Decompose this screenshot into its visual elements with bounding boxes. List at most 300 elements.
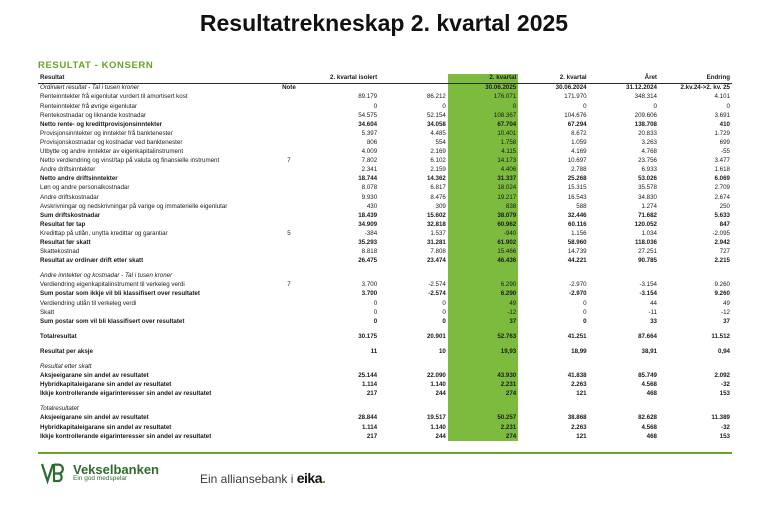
- row-label: Verdiendring utlån til verkeleg verdi: [40, 299, 137, 307]
- row-value-aret: -11: [648, 308, 657, 316]
- row-value-2025: 0: [448, 102, 518, 111]
- table-row: [38, 423, 732, 432]
- row-value-endring: 1.618: [714, 166, 730, 174]
- row-value-endring: 0,94: [717, 347, 730, 355]
- footer-divider: [38, 452, 732, 454]
- row-value-2025: 838: [448, 202, 518, 211]
- row-note: [271, 202, 306, 211]
- row-value-2025: 19,93: [448, 348, 518, 357]
- table-row: [38, 148, 732, 157]
- table-row: [38, 130, 732, 139]
- row-value-aret: 4.568: [641, 423, 657, 431]
- row-value-2024: 2.263: [571, 381, 587, 389]
- row-value-kvartal-isolert: 4.009: [361, 148, 378, 156]
- subheader-c6: 2.kv.24->2. kv. 25: [680, 84, 730, 92]
- row-label: Hybridkapitaleigarane sin andel av resultatet: [40, 423, 172, 431]
- row-value-endring: 847: [719, 220, 730, 228]
- row-value-kvartal-isolert: -384: [364, 229, 378, 237]
- row-value-endring: 11.389: [711, 414, 730, 422]
- row-value-kvartal-isolert-prev: [379, 363, 448, 372]
- row-value-kvartal-isolert: 35.293: [358, 238, 378, 246]
- row-note: [271, 363, 306, 372]
- row-value-kvartal-isolert: 18.744: [358, 175, 378, 183]
- row-value-2025: 6.290: [448, 290, 518, 299]
- row-value-endring: 5.633: [714, 211, 730, 219]
- row-note: [271, 139, 306, 148]
- row-value-aret: 118.036: [634, 238, 657, 246]
- row-value-endring: 9.260: [714, 281, 730, 289]
- row-value-kvartal-isolert: [307, 272, 380, 281]
- alliance-statement: [200, 470, 325, 486]
- logo-text-block: [73, 463, 159, 483]
- table-row: [38, 348, 732, 357]
- row-value-2024: [518, 405, 588, 414]
- row-value-endring: 153: [719, 390, 730, 398]
- row-note: [271, 372, 306, 381]
- row-value-2025: 4.115: [448, 148, 518, 157]
- row-value-2025: [448, 363, 518, 372]
- row-value-kvartal-isolert: 806: [366, 138, 378, 146]
- row-label: Netto rente- og kredittprovisjonsinntekter: [40, 120, 163, 128]
- row-value-2025: 274: [448, 432, 518, 441]
- table-row: [38, 248, 732, 257]
- row-value-kvartal-isolert-prev: [379, 272, 448, 281]
- row-value-2025: 108.367: [448, 111, 518, 120]
- row-value-endring: 699: [719, 138, 730, 146]
- row-value-endring: 4.101: [714, 93, 730, 101]
- table-row: [38, 184, 732, 193]
- row-value-2025: 6.290: [448, 281, 518, 290]
- row-value-2025: 43.930: [448, 372, 518, 381]
- row-value-2024: 58.960: [567, 238, 587, 246]
- row-value-2024: 67.294: [567, 120, 587, 128]
- row-value-2024: 2.788: [571, 166, 587, 174]
- row-value-aret: 33: [650, 317, 657, 325]
- row-value-kvartal-isolert-prev: [379, 405, 448, 414]
- row-value-2025: 176.071: [448, 93, 518, 102]
- row-value-kvartal-isolert: 25.144: [358, 372, 378, 380]
- row-note: [271, 290, 306, 299]
- row-value-endring: 410: [719, 120, 730, 128]
- row-label: Totalresultat: [40, 332, 77, 340]
- section-title: RESULTAT - KONSERN: [38, 60, 154, 71]
- row-value-kvartal-isolert-prev: 32.818: [426, 220, 446, 228]
- row-label: Andre driftsinntekter: [40, 166, 96, 174]
- row-value-aret: 1.274: [641, 202, 657, 210]
- row-value-kvartal-isolert: 3.700: [361, 290, 378, 298]
- row-value-kvartal-isolert: 0: [373, 299, 378, 307]
- row-value-2024: 121: [576, 390, 587, 398]
- table-row: [38, 272, 732, 281]
- row-value-2024: 0: [583, 102, 587, 110]
- subheader-c4: 30.06.2024: [555, 84, 587, 92]
- row-label: Renteinntekter frå eigenlutar vurdert til amortisert kost: [40, 93, 188, 101]
- row-note: [271, 414, 306, 423]
- row-value-kvartal-isolert-prev: 244: [435, 432, 446, 440]
- row-label: Sum postar som vil bli klassifisert over resultatet: [40, 317, 185, 325]
- row-value-aret: 4.768: [641, 148, 657, 156]
- row-note: [271, 93, 306, 102]
- table-row: [38, 372, 732, 381]
- row-value-kvartal-isolert: 5.397: [361, 129, 378, 137]
- subheader-label: Ordinært resultat - Tal i tusen kroner: [40, 84, 140, 92]
- row-label: Skatt: [40, 308, 55, 316]
- row-value-kvartal-isolert-prev: 2.169: [430, 148, 446, 156]
- row-value-aret: -3.154: [639, 290, 657, 298]
- row-value-endring: 0: [726, 102, 730, 110]
- table-body: [38, 84, 732, 442]
- row-note: [271, 348, 306, 357]
- table-row: [38, 281, 732, 290]
- table-header: [38, 74, 732, 84]
- row-value-kvartal-isolert: 30.175: [358, 332, 378, 340]
- row-value-2025: 50.257: [448, 414, 518, 423]
- row-value-2024: 0: [583, 308, 587, 316]
- bank-logo: [40, 460, 159, 486]
- row-value-2025: 19.217: [448, 193, 518, 202]
- row-value-2024: 38.868: [567, 414, 587, 422]
- row-value-kvartal-isolert-prev: -2.574: [428, 281, 446, 289]
- row-note: [271, 308, 306, 317]
- row-label: Utbytte og andre inntekter av eigenkapitalinstrument: [40, 148, 184, 156]
- row-value-kvartal-isolert: 9.930: [361, 193, 378, 201]
- row-value-kvartal-isolert-prev: 20.901: [426, 332, 446, 340]
- row-value-endring: 49: [723, 299, 730, 307]
- row-label: Resultat før tap: [40, 220, 86, 228]
- row-note: [271, 148, 306, 157]
- row-value-2025: 18.024: [448, 184, 518, 193]
- row-value-kvartal-isolert-prev: 6.817: [430, 184, 446, 192]
- row-label: Resultat av ordinær drift etter skatt: [40, 257, 144, 265]
- row-note: [271, 390, 306, 399]
- row-value-kvartal-isolert: 217: [366, 390, 378, 398]
- row-value-2024: 41.251: [567, 332, 587, 340]
- row-value-kvartal-isolert: 1.114: [361, 381, 378, 389]
- table-row: [38, 363, 732, 372]
- row-value-endring: 727: [719, 248, 730, 256]
- row-value-aret: 38,91: [641, 347, 657, 355]
- row-value-2025: 61.902: [448, 239, 518, 248]
- row-note: [271, 175, 306, 184]
- row-value-2024: 171.970: [564, 93, 587, 101]
- row-note: [271, 184, 306, 193]
- row-value-kvartal-isolert: 0: [373, 102, 378, 110]
- row-value-endring: 2.709: [714, 184, 730, 192]
- row-label: Provisjonskostnadar og kostnadar ved banktenester: [40, 138, 183, 146]
- row-label: Andre driftskostnadar: [40, 193, 99, 201]
- table-row: [38, 405, 732, 414]
- row-value-aret: [589, 272, 659, 281]
- subheader-note: Note: [282, 84, 296, 92]
- row-value-endring: 153: [719, 432, 730, 440]
- row-note: [271, 120, 306, 129]
- row-value-2025: 2.231: [448, 423, 518, 432]
- row-value-kvartal-isolert-prev: 0: [442, 308, 446, 316]
- row-note: [271, 248, 306, 257]
- row-value-kvartal-isolert: 89.179: [358, 93, 378, 101]
- row-value-2025: 4.406: [448, 166, 518, 175]
- row-value-2025: 2.231: [448, 381, 518, 390]
- row-value-kvartal-isolert: 0: [373, 308, 378, 316]
- row-value-aret: 468: [646, 390, 657, 398]
- row-value-endring: 2.674: [714, 193, 730, 201]
- table-row: [38, 193, 732, 202]
- row-value-2024: 10.697: [567, 157, 587, 165]
- row-value-kvartal-isolert: 8.818: [361, 248, 378, 256]
- row-label: Verdiendring eigenkapitalinstrument til verkeleg verdi: [40, 281, 185, 289]
- alliance-text: Ein alliansebank i: [200, 472, 294, 486]
- subheader-c5: 31.12.2024: [626, 84, 657, 92]
- row-note: [271, 432, 306, 441]
- row-value-kvartal-isolert: 3.700: [361, 281, 378, 289]
- row-value-aret: 209.606: [634, 111, 657, 119]
- eika-logo-text: [297, 470, 326, 486]
- row-note: [271, 221, 306, 230]
- row-value-kvartal-isolert-prev: 22.090: [426, 372, 446, 380]
- row-value-endring: 3.691: [714, 111, 730, 119]
- row-label: Ikkje kontrollerande eigarinteresser sin andel av resultatet: [40, 432, 212, 440]
- table-row: [38, 308, 732, 317]
- table-row: [38, 257, 732, 266]
- row-value-aret: 20.833: [638, 129, 657, 137]
- row-value-kvartal-isolert: 7.802: [361, 157, 378, 165]
- table-row: [38, 211, 732, 220]
- table-row: [38, 175, 732, 184]
- row-value-2025: 10.401: [448, 130, 518, 139]
- row-value-kvartal-isolert: [307, 363, 380, 372]
- row-value-2025: 38.079: [448, 211, 518, 220]
- row-label: Aksjeeigarane sin andel av resultatet: [40, 414, 149, 422]
- row-value-2024: 8.672: [571, 129, 587, 137]
- row-value-2025: -940: [448, 230, 518, 239]
- row-value-2024: 121: [576, 432, 587, 440]
- row-label: Aksjeeigarane sin andel av resultatet: [40, 372, 149, 380]
- table-row: [38, 333, 732, 342]
- table-row: [38, 139, 732, 148]
- row-value-kvartal-isolert-prev: 7.808: [430, 248, 446, 256]
- bank-tagline: Ein god medspelar: [73, 475, 128, 483]
- row-value-endring: 9.260: [714, 290, 730, 298]
- row-note: [271, 381, 306, 390]
- row-value-2024: 1.059: [571, 138, 587, 146]
- table-row: [38, 157, 732, 166]
- row-value-endring: [659, 363, 732, 372]
- row-value-endring: -12: [721, 308, 730, 316]
- row-value-kvartal-isolert-prev: 19.517: [426, 414, 446, 422]
- row-value-2025: 46.436: [448, 257, 518, 266]
- subheader-c3: 30.06.2025: [448, 84, 518, 94]
- row-value-kvartal-isolert: 54.575: [358, 111, 378, 119]
- row-value-2024: 0: [583, 299, 587, 307]
- vb-monogram-icon: [40, 460, 66, 486]
- row-value-kvartal-isolert-prev: 1.140: [430, 381, 446, 389]
- row-value-kvartal-isolert: 2.341: [361, 166, 378, 174]
- row-value-endring: -2.095: [712, 229, 730, 237]
- row-value-kvartal-isolert: 8.078: [361, 184, 378, 192]
- row-value-2025: 60.962: [448, 221, 518, 230]
- table-row: [38, 290, 732, 299]
- row-label: Resultat før skatt: [40, 238, 91, 246]
- table-row: [38, 317, 732, 326]
- row-value-aret: 27.251: [638, 248, 657, 256]
- row-value-kvartal-isolert: 430: [366, 202, 378, 210]
- row-value-kvartal-isolert-prev: 23.474: [426, 257, 446, 265]
- table-row: [38, 166, 732, 175]
- row-value-aret: 53.026: [638, 175, 657, 183]
- row-value-endring: [659, 405, 732, 414]
- subheader-c2: [379, 84, 448, 94]
- row-value-kvartal-isolert-prev: 0: [442, 299, 446, 307]
- row-value-kvartal-isolert: 34.909: [358, 220, 378, 228]
- row-value-endring: 2.092: [714, 372, 730, 380]
- row-value-2025: 31.337: [448, 175, 518, 184]
- row-value-2024: 41.838: [567, 372, 587, 380]
- row-value-kvartal-isolert: 26.475: [358, 257, 378, 265]
- row-value-2024: 32.446: [567, 211, 587, 219]
- row-value-kvartal-isolert-prev: 86.212: [426, 93, 446, 101]
- row-value-2025: 274: [448, 390, 518, 399]
- row-value-aret: 138.708: [634, 120, 657, 128]
- row-note: 7: [287, 281, 291, 289]
- row-note: [271, 102, 306, 111]
- row-value-kvartal-isolert: 34.604: [358, 120, 378, 128]
- row-value-aret: 44: [650, 299, 657, 307]
- table-row: [38, 239, 732, 248]
- header-row-1: [38, 74, 732, 84]
- row-value-aret: 35.578: [638, 184, 657, 192]
- row-value-kvartal-isolert-prev: 52.154: [426, 111, 446, 119]
- header-2-kvartal-highlight: 2. kvartal: [448, 74, 518, 84]
- row-value-kvartal-isolert-prev: 4.485: [430, 129, 446, 137]
- row-label: Resultat per aksje: [40, 347, 93, 355]
- row-value-kvartal-isolert: 18.439: [358, 211, 378, 219]
- table-row: [38, 102, 732, 111]
- row-value-aret: 34.830: [638, 193, 657, 201]
- table-row: [38, 381, 732, 390]
- row-note: [271, 130, 306, 139]
- row-value-2024: 1.156: [571, 229, 587, 237]
- row-value-2024: 104.676: [564, 111, 587, 119]
- row-note: [271, 405, 306, 414]
- row-value-2024: 2.263: [571, 423, 587, 431]
- row-note: [271, 299, 306, 308]
- row-value-kvartal-isolert-prev: 31.281: [426, 238, 446, 246]
- row-label: Netto andre driftsinntekter: [40, 175, 118, 183]
- row-value-aret: 120.052: [634, 220, 657, 228]
- header-kvartal-isolert: 2. kvartal isolert: [307, 74, 380, 84]
- eika-dot: .: [322, 470, 326, 486]
- bank-name: Vekselbanken: [73, 461, 159, 477]
- row-value-kvartal-isolert: 11: [370, 347, 378, 355]
- row-value-kvartal-isolert-prev: 6.102: [430, 157, 446, 165]
- row-value-2024: 4.169: [571, 148, 587, 156]
- eika-word: eika: [296, 470, 322, 486]
- header-endring: Endring: [659, 74, 732, 84]
- row-value-endring: 6.069: [714, 175, 730, 183]
- row-value-2025: [448, 405, 518, 414]
- row-value-2024: 15.315: [567, 184, 587, 192]
- row-value-endring: [659, 272, 732, 281]
- table-row: [38, 120, 732, 129]
- row-value-2025: 52.763: [448, 333, 518, 342]
- row-value-2024: 18,99: [571, 347, 587, 355]
- row-value-aret: 348.314: [634, 93, 657, 101]
- row-note: [271, 423, 306, 432]
- row-note: [271, 239, 306, 248]
- row-label: Rentekostnadar og liknande kostnadar: [40, 111, 146, 119]
- row-value-aret: [589, 405, 659, 414]
- row-value-2024: 588: [576, 202, 587, 210]
- row-value-2024: -2.970: [569, 281, 587, 289]
- row-value-endring: 250: [719, 202, 730, 210]
- subheader-row: [38, 84, 732, 94]
- row-value-kvartal-isolert-prev: -2.574: [428, 290, 446, 298]
- row-value-2024: 14.739: [567, 248, 587, 256]
- row-value-aret: 90.785: [638, 257, 657, 265]
- row-value-kvartal-isolert: 0: [373, 317, 378, 325]
- row-value-kvartal-isolert-prev: 309: [435, 202, 446, 210]
- financial-results-table: [38, 74, 732, 441]
- row-note: [271, 272, 306, 281]
- row-note: 7: [287, 157, 291, 165]
- row-value-aret: 23.756: [638, 157, 657, 165]
- table-row: [38, 111, 732, 120]
- row-note: [271, 317, 306, 326]
- row-value-kvartal-isolert-prev: 15.602: [426, 211, 446, 219]
- row-value-kvartal-isolert-prev: 8.476: [430, 193, 446, 201]
- row-label: Kredittap på utlån, unytta kredittar og garantiar: [40, 229, 168, 237]
- vb-monogram-svg: [40, 460, 66, 486]
- row-value-kvartal-isolert-prev: 0: [442, 102, 446, 110]
- row-value-endring: 1.729: [714, 129, 730, 137]
- row-value-kvartal-isolert: [307, 405, 380, 414]
- row-value-aret: 87.664: [638, 332, 657, 340]
- row-value-kvartal-isolert: 217: [366, 432, 378, 440]
- row-value-2025: 67.704: [448, 120, 518, 129]
- row-value-aret: 6.933: [641, 166, 657, 174]
- row-value-kvartal-isolert-prev: 14.362: [426, 175, 446, 183]
- page-title: Resultatrekneskap 2. kvartal 2025: [199, 10, 569, 36]
- table-row: [38, 432, 732, 441]
- row-note: [271, 333, 306, 342]
- row-note: 5: [287, 229, 291, 237]
- row-label: Totalresultatet: [40, 405, 79, 413]
- header-aret: Året: [589, 74, 659, 84]
- row-value-2024: 16.543: [567, 193, 587, 201]
- row-value-2025: 1.758: [448, 139, 518, 148]
- row-note: [271, 193, 306, 202]
- row-label: Sum postar som ikkje vil bli klassifisert over resultatet: [40, 290, 200, 298]
- header-resultat: Resultat: [38, 74, 271, 84]
- header-blank-note: [271, 74, 306, 84]
- row-value-endring: 3.477: [714, 157, 730, 165]
- row-value-2024: [518, 363, 588, 372]
- row-value-kvartal-isolert-prev: 2.159: [430, 166, 446, 174]
- row-value-2024: -2.970: [569, 290, 587, 298]
- row-value-aret: 0: [653, 102, 657, 110]
- row-value-aret: 82.628: [638, 414, 657, 422]
- row-value-2025: 37: [448, 317, 518, 326]
- table-row: [38, 202, 732, 211]
- row-value-aret: 1.034: [641, 229, 657, 237]
- row-value-endring: 11.512: [711, 332, 730, 340]
- row-value-endring: 37: [723, 317, 730, 325]
- row-value-kvartal-isolert-prev: 1.140: [430, 423, 446, 431]
- row-value-kvartal-isolert-prev: 0: [442, 317, 446, 325]
- row-value-2024: 25.268: [567, 175, 587, 183]
- row-note: [271, 166, 306, 175]
- header-blank-1: [379, 74, 448, 84]
